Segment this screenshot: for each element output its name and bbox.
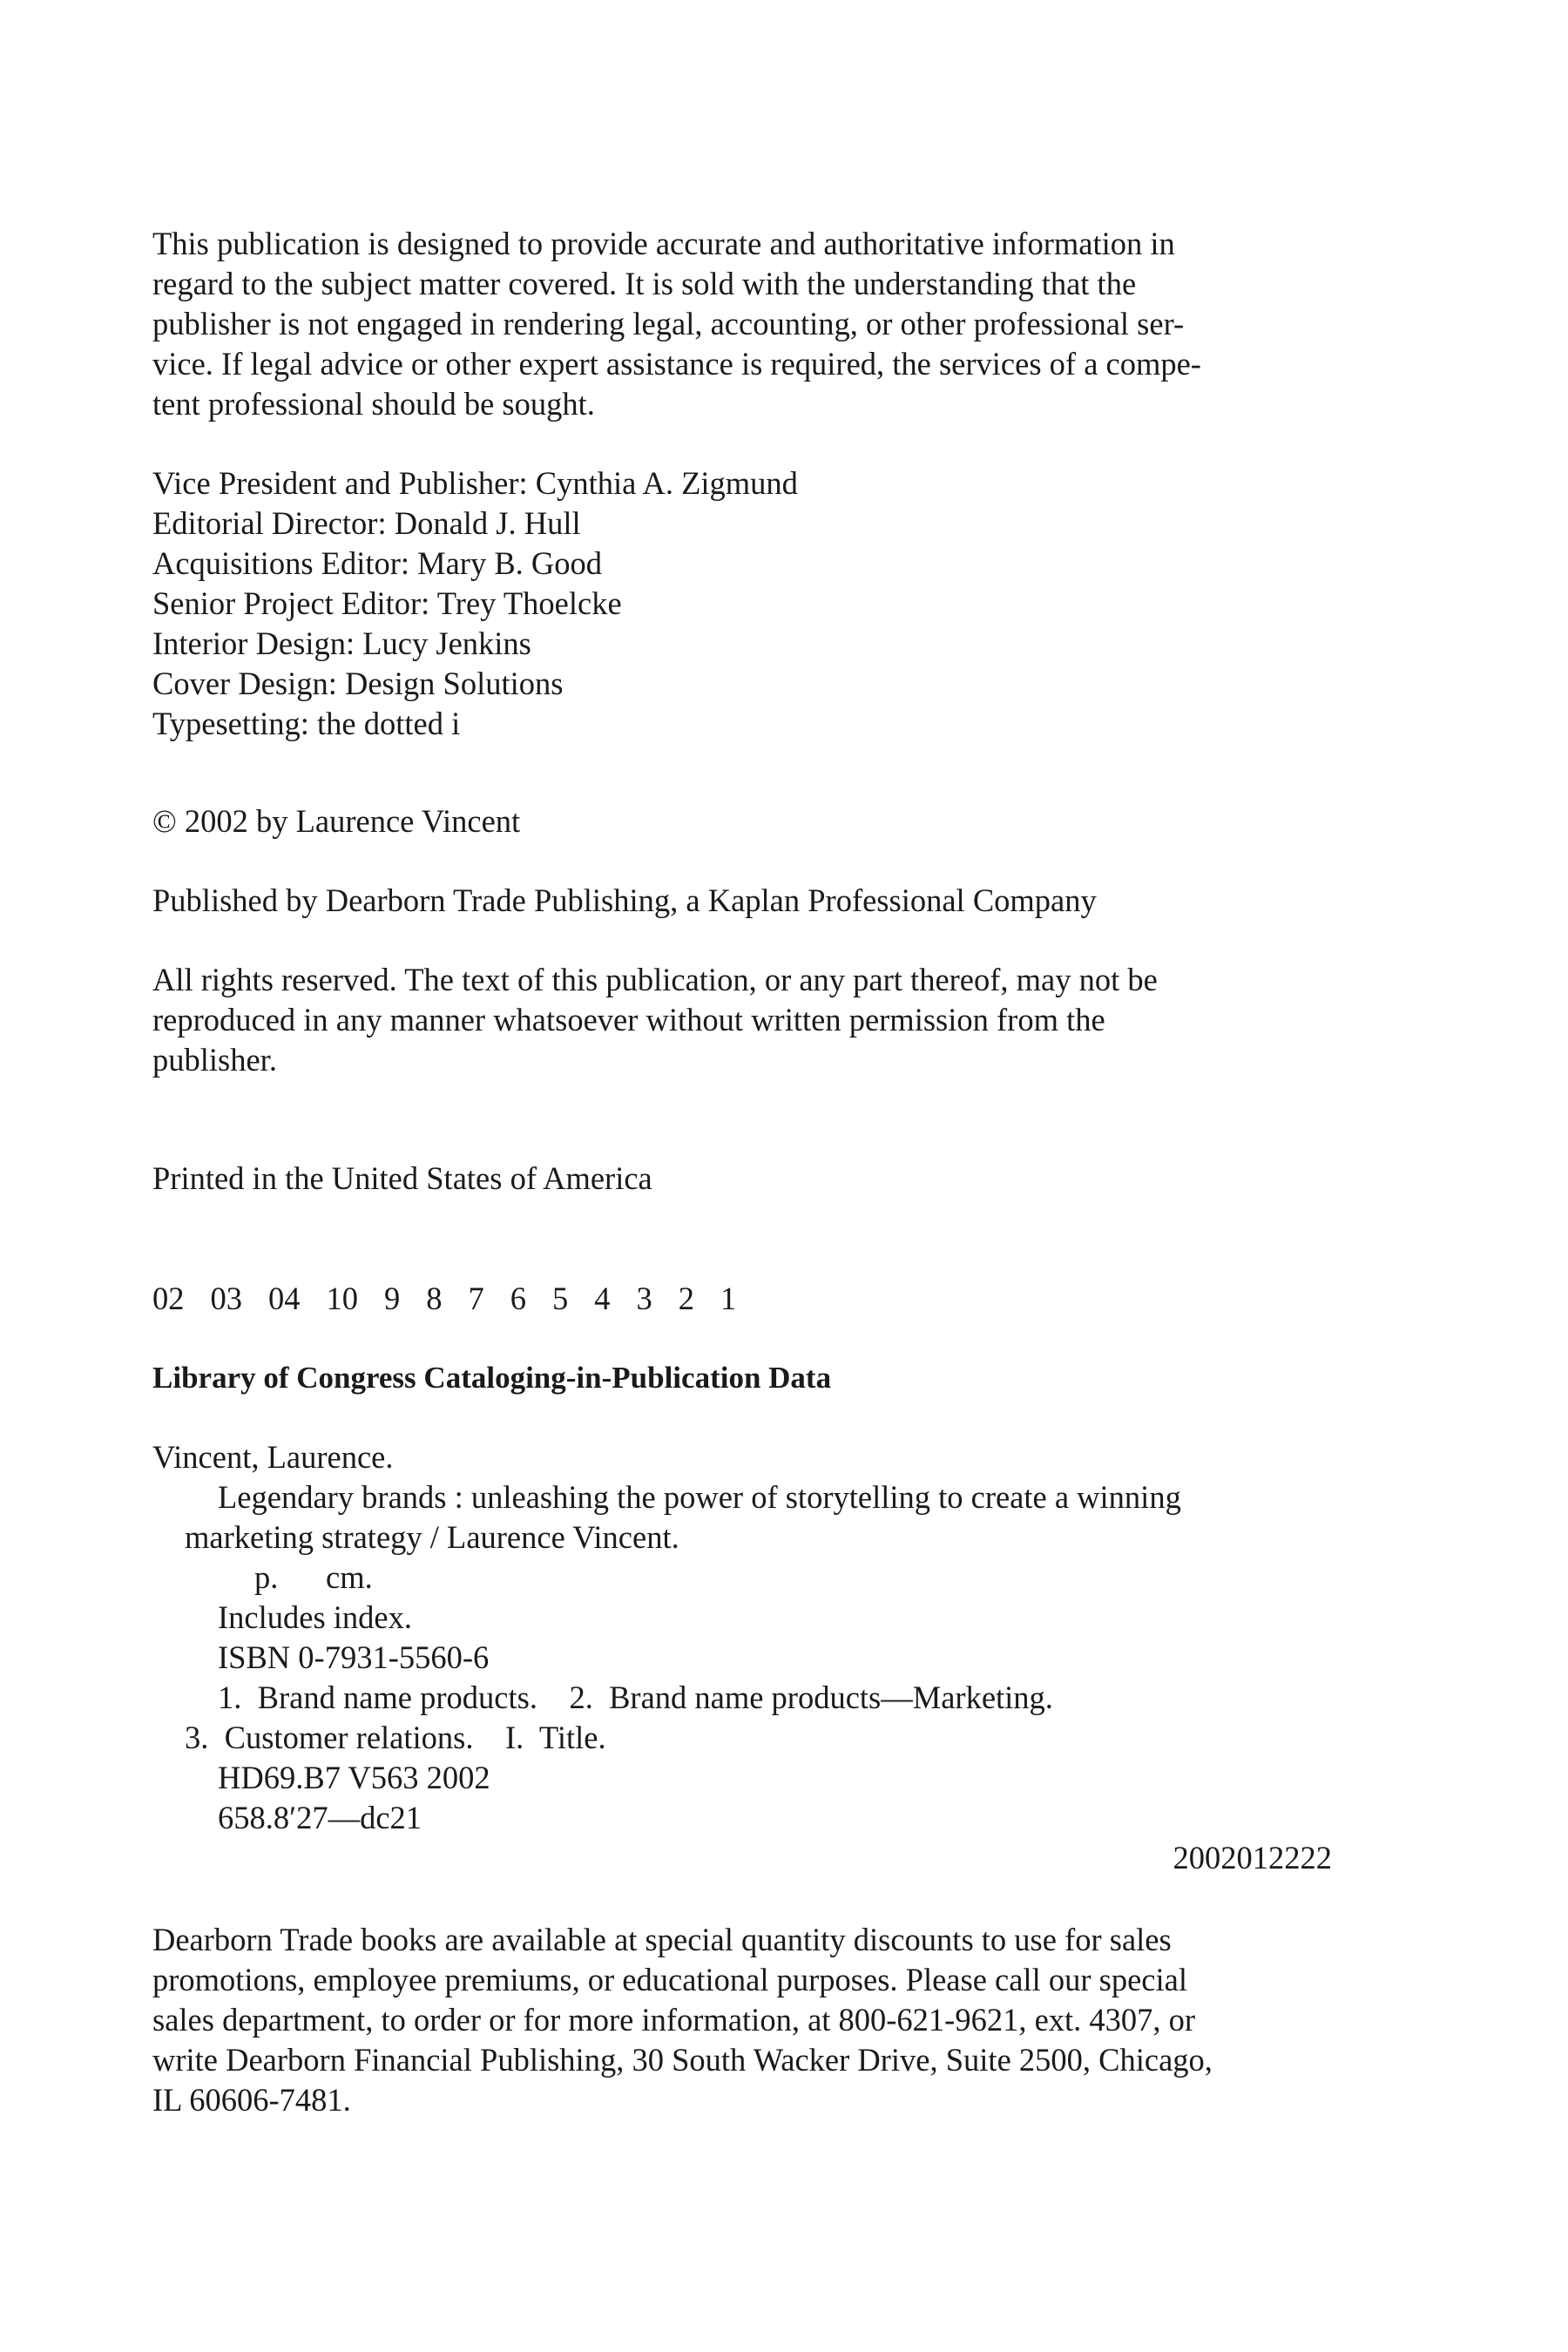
sales-line: Dearborn Trade books are available at special quantity discounts to use for sales bbox=[152, 1922, 1172, 1957]
printing-number: 4 bbox=[594, 1281, 611, 1316]
cip-author: Vincent, Laurence. bbox=[152, 1439, 394, 1475]
credit-publisher: Vice President and Publisher: Cynthia A. Zigmund bbox=[152, 465, 798, 501]
rights-paragraph bbox=[152, 960, 1332, 1080]
printing-number: 03 bbox=[210, 1281, 242, 1316]
credit-acquisitions-editor: Acquisitions Editor: Mary B. Good bbox=[152, 545, 603, 581]
printing-number: 02 bbox=[152, 1281, 185, 1316]
credit-editorial-director: Editorial Director: Donald J. Hull bbox=[152, 505, 581, 541]
disclaimer-paragraph bbox=[152, 224, 1332, 424]
cip-dewey: 658.8′27—dc21 bbox=[218, 1800, 422, 1835]
disclaimer-line: This publication is designed to provide accurate and authoritative information in bbox=[152, 226, 1175, 261]
printing-number: 10 bbox=[326, 1281, 358, 1316]
cip-index-note: Includes index. bbox=[218, 1599, 412, 1635]
credit-cover-design: Cover Design: Design Solutions bbox=[152, 666, 564, 701]
copyright-page bbox=[152, 224, 1332, 2120]
sales-line: promotions, employee premiums, or educational purposes. Please call our special bbox=[152, 1962, 1187, 1997]
printing-number: 5 bbox=[552, 1281, 569, 1316]
cip-title-continued: marketing strategy / Laurence Vincent. bbox=[185, 1519, 679, 1555]
cip-pages-label: p. bbox=[254, 1559, 279, 1595]
cip-isbn: ISBN 0-7931-5560-6 bbox=[218, 1639, 490, 1675]
copyright-notice: © 2002 by Laurence Vincent bbox=[152, 803, 521, 839]
printing-number: 04 bbox=[268, 1281, 301, 1316]
cip-physical-description bbox=[152, 1558, 1332, 1598]
cip-subjects-continued: 3. Customer relations. I. Title. bbox=[185, 1720, 606, 1755]
cip-record bbox=[152, 1437, 1332, 1878]
sales-line: sales department, to order or for more information, at 800-621-9621, ext. 4307, or bbox=[152, 2002, 1196, 2038]
sales-line: IL 60606-7481. bbox=[152, 2082, 351, 2118]
disclaimer-line: regard to the subject matter covered. It is sold with the understanding that the bbox=[152, 266, 1137, 301]
cip-subjects: 1. Brand name products. 2. Brand name products—Marketing. bbox=[218, 1680, 1053, 1715]
credits-list bbox=[152, 463, 1332, 744]
printing-number: 9 bbox=[384, 1281, 401, 1316]
rights-line: publisher. bbox=[152, 1042, 277, 1078]
disclaimer-line: publisher is not engaged in rendering legal, accounting, or other professional ser- bbox=[152, 306, 1185, 341]
printing-number: 7 bbox=[468, 1281, 484, 1316]
printed-in: Printed in the United States of America bbox=[152, 1160, 652, 1196]
printing-number-line bbox=[152, 1279, 1332, 1319]
cip-title: Legendary brands : unleashing the power of storytelling to create a winning bbox=[218, 1479, 1181, 1515]
cip-lc-classification: HD69.B7 V563 2002 bbox=[218, 1760, 490, 1795]
credit-project-editor: Senior Project Editor: Trey Thoelcke bbox=[152, 585, 622, 621]
sales-line: write Dearborn Financial Publishing, 30 South Wacker Drive, Suite 2500, Chicago, bbox=[152, 2042, 1213, 2078]
sales-paragraph bbox=[152, 1920, 1332, 2120]
credit-interior-design: Interior Design: Lucy Jenkins bbox=[152, 625, 531, 661]
printing-number: 8 bbox=[426, 1281, 443, 1316]
publisher-statement: Published by Dearborn Trade Publishing, a Kaplan Professional Company bbox=[152, 882, 1097, 918]
printing-number: 3 bbox=[636, 1281, 652, 1316]
printing-number: 6 bbox=[510, 1281, 526, 1316]
disclaimer-line: tent professional should be sought. bbox=[152, 386, 595, 422]
disclaimer-line: vice. If legal advice or other expert assistance is required, the services of a compe- bbox=[152, 346, 1201, 382]
rights-line: reproduced in any manner whatsoever without written permission from the bbox=[152, 1002, 1105, 1037]
cip-lccn: 2002012222 bbox=[1173, 1840, 1332, 1876]
credit-typesetting: Typesetting: the dotted i bbox=[152, 706, 461, 741]
printing-number: 1 bbox=[720, 1281, 737, 1316]
printing-number: 2 bbox=[678, 1281, 694, 1316]
cip-heading: Library of Congress Cataloging-in-Publication Data bbox=[152, 1361, 832, 1395]
rights-line: All rights reserved. The text of this publication, or any part thereof, may not be bbox=[152, 962, 1158, 997]
cip-size-label: cm. bbox=[326, 1559, 373, 1595]
